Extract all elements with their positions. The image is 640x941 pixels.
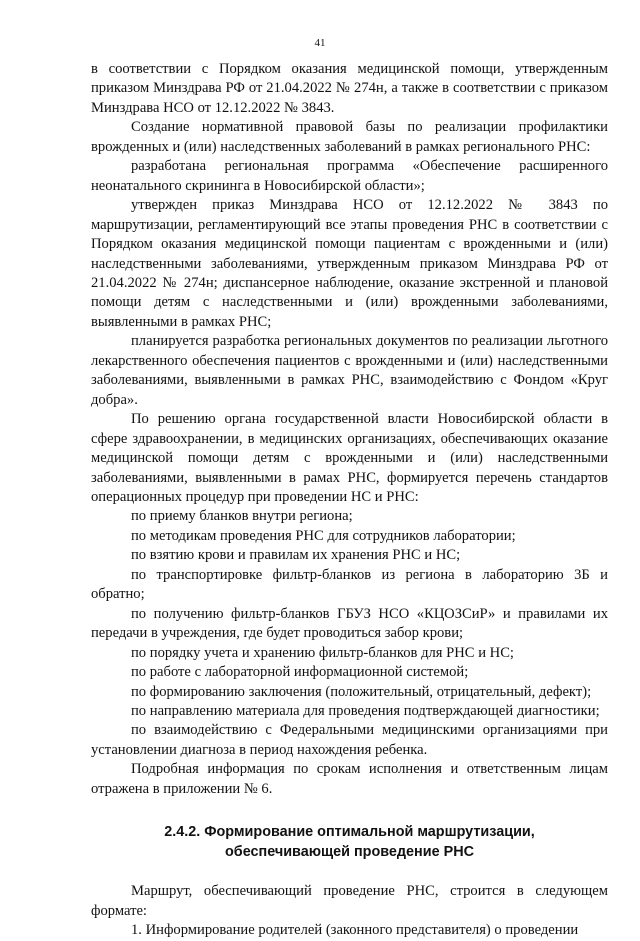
list-item: по взятию крови и правилам их хранения РНС и НС; (131, 547, 461, 564)
paragraph: По решению органа государственной власти Новосибирской области в сфере здравоохранении, в медицинских организациях, обеспечивающих оказание медицинской помощи детям с врожденными и (или) наследственными заболеваниями, выявленными в рамах РНС, формируется перечень стандартов операционных процедур при проведении НС и РНС: (91, 411, 608, 505)
paragraph: планируется разработка региональных документов по реализации льготного лекарственного обеспечения пациентов с врожденными и (или) наследственными заболеваниями, выявленными в рамках РНС, взаимодействию с Фондом «Круг добра». (91, 333, 608, 408)
paragraph: Маршрут, обеспечивающий проведение РНС, строится в следующем формате: (91, 883, 608, 919)
list-item: по работе с лабораторной информационной системой; (131, 664, 469, 681)
page-number: 41 (314, 37, 326, 49)
paragraph: утвержден приказ Минздрава НСО от 12.12.2022 № 3843 по маршрутизации, регламентирующий все этапы проведения РНС в соответствии с Порядком оказания медицинской помощи пациентам с врожденными и (или) наследственными заболеваниями, утвержденным приказом Минздрава РФ от 21.04.2022 № 274н; диспансерное наблюдение, оказание экстренной и плановой помощи детям с наследственными и (или) врожденными заболеваниями, выявленными в рамках РНС; (91, 197, 608, 330)
paragraph: разработана региональная программа «Обеспечение расширенного неонатального скрининга в Новосибирской области»; (91, 158, 608, 194)
paragraph: в соответствии с Порядком оказания медицинской помощи, утвержденным приказом Минздрава РФ от 21.04.2022 № 274н, а также в соответствии с приказом Минздрава НСО от 12.12.2022 № 3843. (91, 61, 608, 116)
list-item: по формированию заключения (положительный, отрицательный, дефект); (131, 683, 592, 700)
list-item: по направлению материала для проведения подтверждающей диагностики; (131, 702, 600, 719)
section-heading: 2.4.2. Формирование оптимальной маршрутизации, обеспечивающей проведение РНС (164, 824, 535, 860)
paragraph: 1. Информирование родителей (законного представителя) о проведении (131, 922, 579, 939)
list-item: по взаимодействию с Федеральными медицинскими организациями при установлении диагноза в период нахождения ребенка. (91, 722, 608, 758)
list-item: по порядку учета и хранению фильтр-бланков для РНС и НС; (131, 644, 514, 661)
list-item: по получению фильтр-бланков ГБУЗ НСО «КЦОЗСиР» и правилами их передачи в учреждения, где будет проводиться забор крови; (91, 605, 608, 642)
paragraph: Создание нормативной правовой базы по реализации профилактики врожденных и (или) наследственных заболеваний в рамках регионального РНС: (91, 119, 608, 155)
list-item: по методикам проведения РНС для сотрудников лаборатории; (131, 527, 516, 544)
paragraph: Подробная информация по срокам исполнения и ответственным лицам отражена в приложении № 6. (91, 761, 608, 797)
list-item: по приему бланков внутри региона; (131, 508, 353, 525)
body-text (91, 60, 608, 941)
list-item: по транспортировке фильтр-бланков из региона в лабораторию 3Б и обратно; (91, 566, 608, 603)
